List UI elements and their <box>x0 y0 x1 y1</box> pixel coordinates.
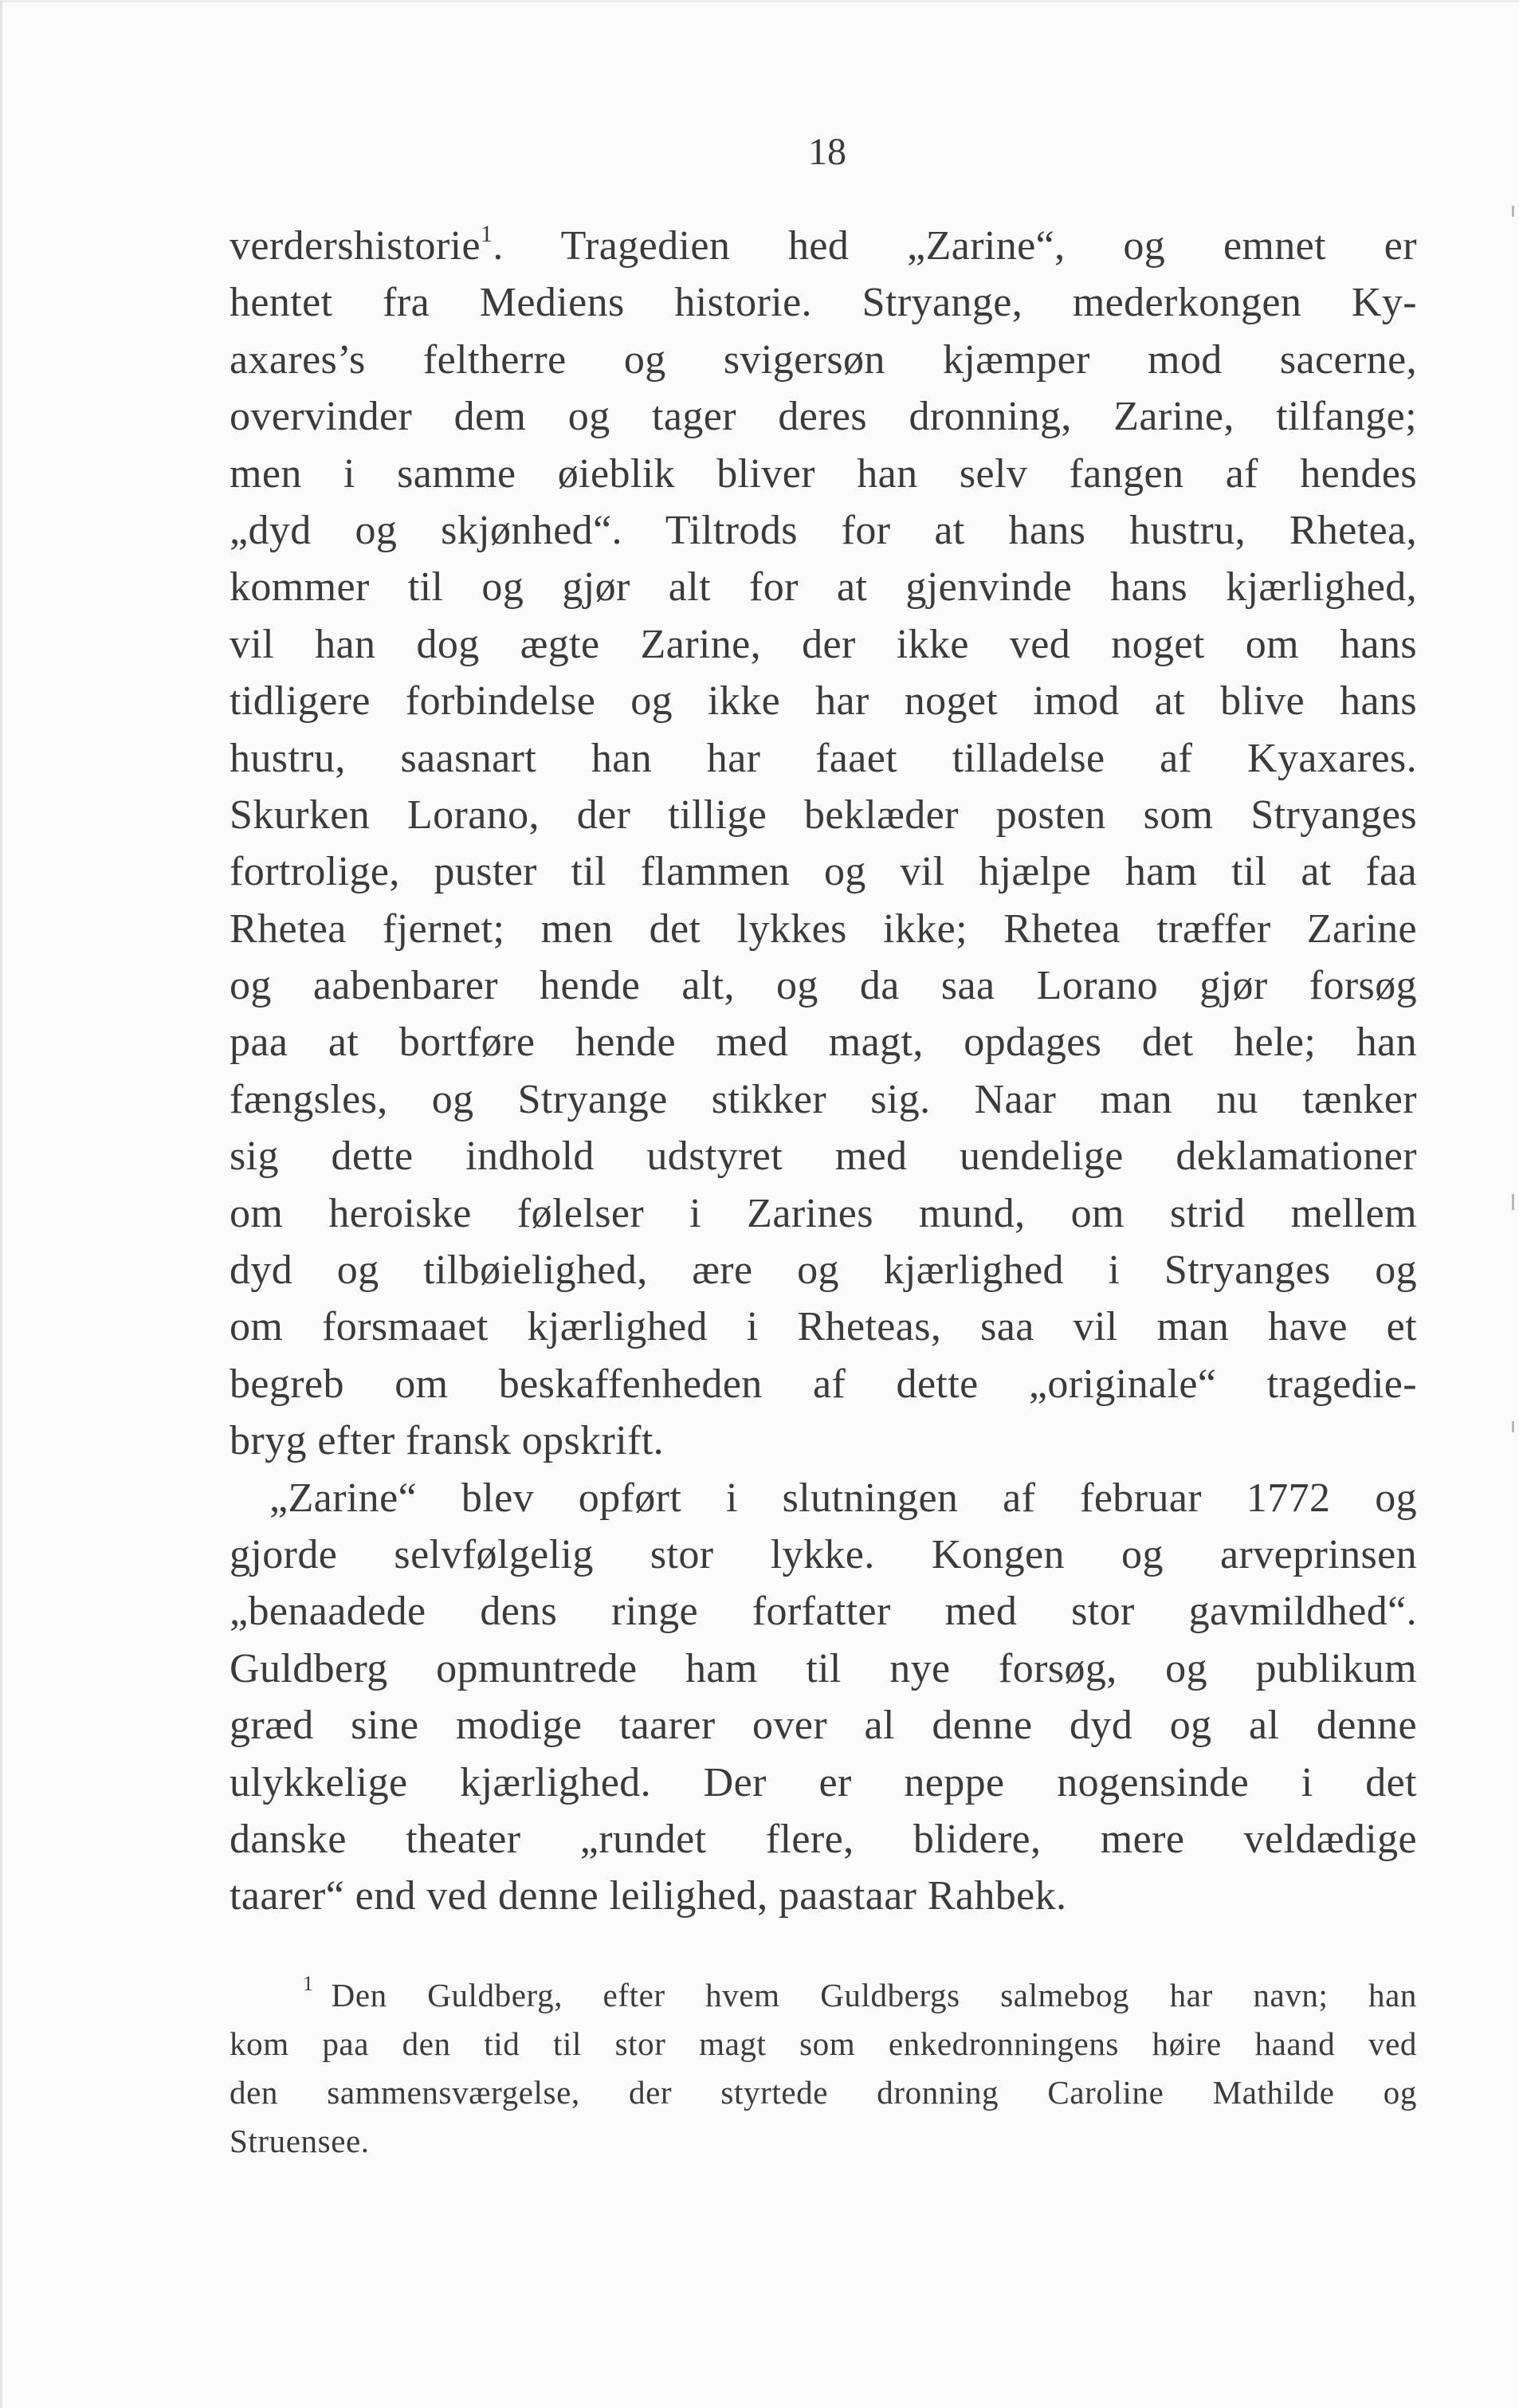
text-line-rest: . Tragedien hed „Zarine“, og emnet er <box>493 223 1417 269</box>
text-line: sig dette indhold udstyret med uendelige deklamationer <box>230 1133 1417 1180</box>
text-line: græd sine modige taarer over al denne dyd og al denne <box>230 1703 1417 1749</box>
text-line: overvinder dem og tager deres dronning, Zarine, tilfange; <box>230 394 1417 440</box>
text-line: Skurken Lorano, der tillige beklæder posten som Stryanges <box>230 792 1417 838</box>
text-line: om forsmaaet kjærlighed i Rheteas, saa vil man have et <box>230 1304 1417 1350</box>
text-line: ulykkelige kjærlighed. Der er neppe nogensinde i det <box>230 1759 1417 1805</box>
text-line <box>230 218 1417 274</box>
text-line: gjorde selvfølgelig stor lykke. Kongen og arveprinsen <box>230 1531 1417 1577</box>
text-line: fængsles, og Stryange stikker sig. Naar man nu tænker <box>230 1076 1417 1122</box>
text-line: og aabenbarer hende alt, og da saa Lorano gjør forsøg <box>230 963 1417 1009</box>
footnote-line <box>230 1971 1417 2020</box>
text-line: Rhetea fjernet; men det lykkes ikke; Rhetea træffer Zarine <box>230 905 1417 952</box>
page-edge-mark <box>1512 1421 1514 1432</box>
text-line-start: verdershistorie <box>230 223 481 269</box>
footnote-mark: 1 <box>303 1972 314 1995</box>
footnote-line: Struensee. <box>230 2123 370 2159</box>
text-line: Guldberg opmuntrede ham til nye forsøg, og publikum <box>230 1645 1417 1691</box>
page-number: 18 <box>808 131 846 173</box>
footnote-reference: 1 <box>481 221 493 247</box>
text-line: dyd og tilbøielighed, ære og kjærlighed i Stryanges og <box>230 1247 1417 1294</box>
text-line: danske theater „rundet flere, blidere, mere veldædige <box>230 1816 1417 1862</box>
page-edge-mark <box>1512 1194 1514 1210</box>
text-line: men i samme øieblik bliver han selv fangen af hendes <box>230 450 1417 497</box>
text-line: „Zarine“ blev opført i slutningen af februar 1772 og <box>269 1475 1417 1521</box>
text-line: „dyd og skjønhed“. Tiltrods for at hans hustru, Rhetea, <box>230 507 1417 553</box>
text-line: tidligere forbindelse og ikke har noget imod at blive hans <box>230 678 1417 725</box>
text-line: hentet fra Mediens historie. Stryange, mederkongen Ky- <box>230 280 1417 326</box>
text-line: „benaadede dens ringe forfatter med stor gavmildhed“. <box>230 1589 1417 1635</box>
footnote-line: kom paa den tid til stor magt som enkedronningens høire haand ved <box>230 2025 1417 2062</box>
text-line: om heroiske følelser i Zarines mund, om strid mellem <box>230 1190 1417 1236</box>
text-line: axares’s feltherre og svigersøn kjæmper mod sacerne, <box>230 336 1417 383</box>
text-line: fortrolige, puster til flammen og vil hjælpe ham til at faa <box>230 849 1417 895</box>
footnote-line: den sammensværgelse, der styrtede dronning Caroline Mathilde og <box>230 2074 1417 2111</box>
text-line: taarer“ end ved denne leilighed, paastaar Rahbek. <box>230 1873 1067 1919</box>
text-line: bryg efter fransk opskrift. <box>230 1418 665 1464</box>
text-line: hustru, saasnart han har faaet tilladelse af Kyaxares. <box>230 735 1417 781</box>
text-line: paa at bortføre hende med magt, opdages det hele; han <box>230 1019 1417 1066</box>
text-line: begreb om beskaffenheden af dette „originale“ tragedie- <box>230 1361 1417 1407</box>
footnote <box>230 1971 1417 2166</box>
footnote-text: Den Guldberg, efter hvem Guldbergs salmebog har navn; han <box>331 1977 1417 2013</box>
main-text <box>230 218 1417 1925</box>
text-line: kommer til og gjør alt for at gjenvinde hans kjærlighed, <box>230 564 1417 611</box>
text-line: vil han dog ægte Zarine, der ikke ved noget om hans <box>230 621 1417 667</box>
page-edge-mark <box>1512 206 1514 217</box>
